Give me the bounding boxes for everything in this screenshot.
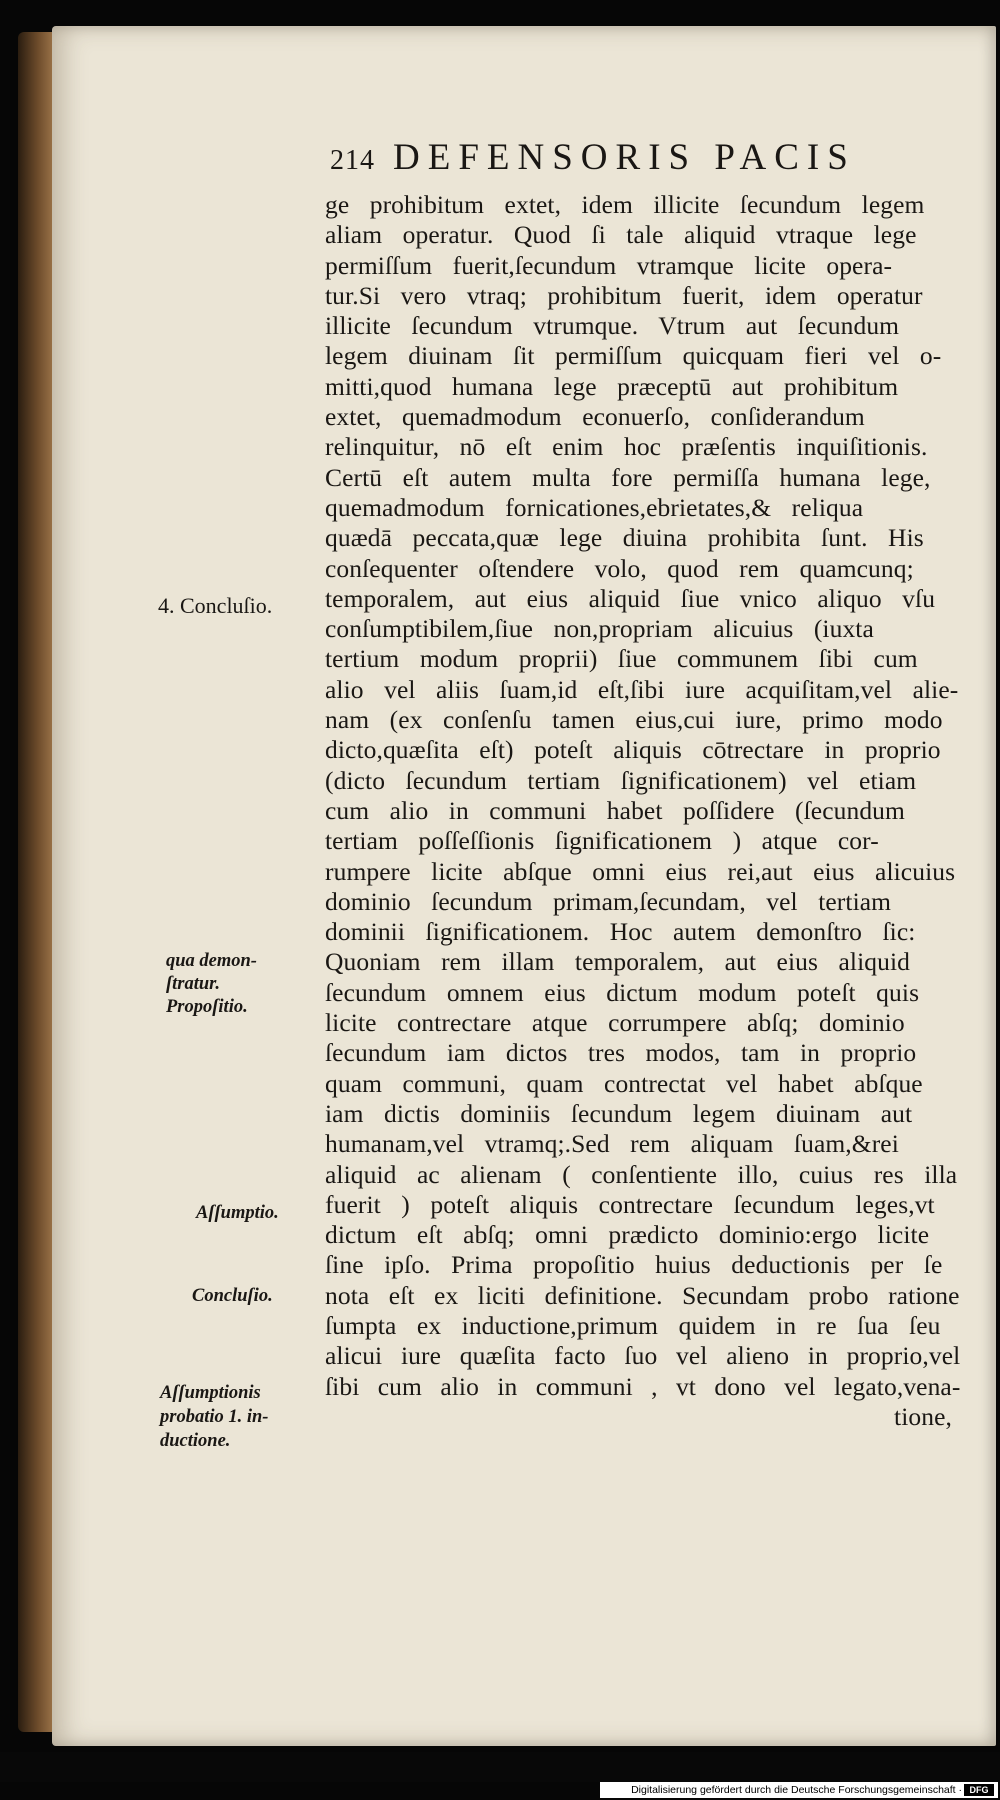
text-line: Certū eſt autem multa fore permiſſa humana lege, bbox=[325, 462, 931, 492]
margin-note-assumptionis-1: Aſſumptionis bbox=[160, 1383, 261, 1403]
margin-note-conclusio-4: 4. Concluſio. bbox=[158, 593, 273, 618]
text-line: dominio ſecundum primam,ſecundam, vel tertiam bbox=[325, 886, 892, 916]
dfg-logo: DFG bbox=[964, 1784, 994, 1796]
text-line: legem diuinam ſit permiſſum quicquam fieri vel o- bbox=[325, 341, 942, 371]
text-line: ſecundum omnem eius dictum modum poteſt quis bbox=[325, 977, 920, 1007]
text-line: alio vel aliis ſuam,id eſt,ſibi iure acquiſitam,vel alie- bbox=[325, 674, 959, 704]
text-line: humanam,vel vtramq;.Sed rem aliquam ſuam,&rei bbox=[325, 1129, 899, 1159]
text-line: nota eſt ex liciti definitione. Secundam probo ratione bbox=[325, 1280, 960, 1310]
text-line: Quoniam rem illam temporalem, aut eius aliquid bbox=[325, 947, 911, 977]
margin-note-assumptio: Aſſumptio. bbox=[196, 1203, 279, 1223]
text-line: mitti,quod humana lege præceptū aut prohibitum bbox=[325, 371, 899, 401]
margin-note-assumptionis-3: ductione. bbox=[160, 1431, 231, 1451]
running-title: DEFENSORIS PACIS bbox=[393, 137, 856, 178]
text-line: aliam operatur. Quod ſi tale aliquid vtraque lege bbox=[325, 220, 917, 250]
text-line: quædā peccata,quæ lege diuina prohibita ſunt. His bbox=[325, 523, 924, 553]
digitization-credit: Digitalisierung gefördert durch die Deutsche Forschungsgemeinschaft · bbox=[600, 1782, 998, 1798]
margin-note-conclusio: Concluſio. bbox=[192, 1286, 273, 1306]
margin-note-demonstratur-1: qua demon- bbox=[166, 951, 257, 971]
text-line: dicto,quæſita eſt) poteſt aliquis cōtrectare in proprio bbox=[325, 735, 941, 765]
text-line: (dicto ſecundum tertiam ſignificationem) vel etiam bbox=[325, 765, 917, 795]
text-line: ſine ipſo. Prima propoſitio huius deductionis per ſe bbox=[325, 1250, 943, 1280]
text-line: licite contrectare atque corrumpere abſq; dominio bbox=[325, 1008, 905, 1038]
running-header bbox=[330, 136, 980, 180]
margin-note-demonstratur-2: ſtratur. bbox=[166, 974, 220, 994]
margin-note-assumptionis-2: probatio 1. in- bbox=[160, 1407, 269, 1427]
text-line: alicui iure quæſita facto ſuo vel alieno in proprio,vel bbox=[325, 1341, 960, 1371]
text-line: quemadmodum fornicationes,ebrietates,& reliqua bbox=[325, 492, 864, 522]
text-line: ge prohibitum extet, idem illicite ſecundum legem bbox=[325, 190, 925, 219]
text-line: tur.Si vero vtraq; prohibitum fuerit, idem operatur bbox=[325, 280, 923, 310]
text-line: dictum eſt abſq; omni prædicto dominio:ergo licite bbox=[325, 1220, 930, 1250]
text-line: conſequenter oſtendere volo, quod rem quamcunq; bbox=[325, 553, 914, 583]
text-line: aliquid ac alienam ( conſentiente illo, cuius res illa bbox=[325, 1159, 958, 1189]
text-line: ſumpta ex inductione,primum quidem in re ſua ſeu bbox=[325, 1310, 941, 1340]
text-line: extet, quemadmodum econuerſo, conſiderandum bbox=[325, 402, 865, 432]
page-number: 214 bbox=[330, 145, 375, 176]
text-line: ſibi cum alio in communi , vt dono vel legato,vena- bbox=[325, 1371, 960, 1401]
text-line: rumpere licite abſque omni eius rei,aut eius alicuius bbox=[325, 856, 956, 886]
text-line: temporalem, aut eius aliquid ſiue vnico aliquo vſu bbox=[325, 583, 936, 613]
text-line: tertium modum proprii) ſiue communem ſibi cum bbox=[325, 644, 918, 674]
margin-note-propositio: Propoſitio. bbox=[166, 997, 248, 1017]
body-text bbox=[325, 190, 960, 1560]
text-line: permiſſum fuerit,ſecundum vtramque licite opera- bbox=[325, 250, 893, 280]
scan-bottom-border bbox=[0, 1752, 1000, 1782]
text-line: conſumptibilem,ſiue non,propriam alicuius (iuxta bbox=[325, 614, 874, 644]
text-line: illicite ſecundum vtrumque. Vtrum aut ſecundum bbox=[325, 311, 900, 341]
text-line: nam (ex conſenſu tamen eius,cui iure, primo modo bbox=[325, 705, 943, 735]
text-line: cum alio in communi habet poſſidere (ſecundum bbox=[325, 795, 905, 825]
text-line: relinquitur, nō eſt enim hoc præſentis inquiſitionis. bbox=[325, 432, 928, 462]
text-line: iam dictis dominiis ſecundum legem diuinam aut bbox=[325, 1098, 913, 1128]
text-line: fuerit ) poteſt aliquis contrectare ſecundum leges,vt bbox=[325, 1189, 935, 1219]
text-line: dominii ſignificationem. Hoc autem demonſtro ſic: bbox=[325, 917, 916, 947]
catchword: tione, bbox=[894, 1401, 952, 1431]
text-line: tertiam poſſeſſionis ſignificationem ) atque cor- bbox=[325, 826, 879, 856]
text-line: ſecundum iam dictos tres modos, tam in proprio bbox=[325, 1038, 917, 1068]
text-line: quam communi, quam contrectat vel habet abſque bbox=[325, 1068, 923, 1098]
